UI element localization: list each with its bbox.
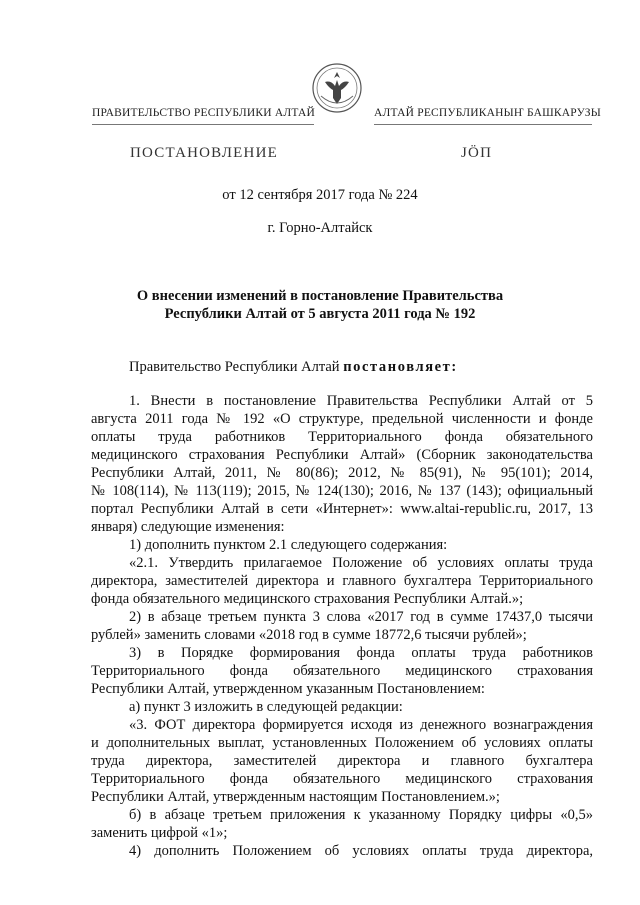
body-line: января) следующие изменения: xyxy=(91,519,285,535)
body-line: 1. Внести в постановление Правительства Республики Алтай от 5 xyxy=(129,393,593,409)
document-title-line-1: О внесении изменений в постановление Правительства xyxy=(136,288,504,304)
body-line: Республики Алтай, 2011, № 80(86); 2012, № 85(91), № 95(101); 2014, xyxy=(91,465,593,481)
intro-action: постановляет: xyxy=(343,359,458,375)
header-divider-left xyxy=(92,124,314,125)
intro-paragraph xyxy=(129,359,458,376)
body-line: труда директора, заместителей директора и главного бухгалтера xyxy=(91,753,593,769)
body-line: 3) в Порядке формирования фонда оплаты труда работников xyxy=(129,645,593,661)
document-date-number: от 12 сентября 2017 года № 224 xyxy=(222,187,418,203)
body-line: фонда обязательного медицинского страхования Республики Алтай.»; xyxy=(91,591,524,607)
header-divider-right xyxy=(374,124,592,125)
body-line: Территориального фонда обязательного медицинского страхования xyxy=(91,663,593,679)
body-line: 4) дополнить Положением об условиях оплаты труда директора, xyxy=(129,843,593,859)
body-line: 1) дополнить пунктом 2.1 следующего содержания: xyxy=(129,537,448,553)
body-line: рублей» заменить словами «2018 год в сумме 18772,6 тысячи рублей»; xyxy=(91,627,527,643)
coat-of-arms-icon xyxy=(311,60,363,116)
body-line: заменить цифрой «1»; xyxy=(91,825,228,841)
body-line: № 108(114), № 113(119); 2015, № 124(130); 2016, № 137 (143); официальный xyxy=(91,483,593,499)
body-line: Республики Алтай, утвержденным настоящим Постановлением.»; xyxy=(91,789,500,805)
body-line: «2.1. Утвердить прилагаемое Положение об условиях оплаты труда xyxy=(129,555,593,571)
body-line: «3. ФОТ директора формируется исходя из денежного вознаграждения xyxy=(129,717,593,733)
body-line: директора, заместителей директора и главного бухгалтера Территориального xyxy=(91,573,593,589)
document-type-altai: JÖП xyxy=(461,145,493,161)
document-title-line-2: Республики Алтай от 5 августа 2011 года № 192 xyxy=(164,306,476,322)
intro-prefix: Правительство Республики Алтай xyxy=(129,359,344,375)
body-line: 2) в абзаце третьем пункта 3 слова «2017 год в сумме 17437,0 тысячи xyxy=(129,609,593,625)
body-line: Территориального фонда обязательного медицинского страхования xyxy=(91,771,593,787)
document-type-russian: ПОСТАНОВЛЕНИЕ xyxy=(130,145,278,161)
body-line: оплаты труда работников Территориального фонда обязательного xyxy=(91,429,593,445)
government-name-russian: ПРАВИТЕЛЬСТВО РЕСПУБЛИКИ АЛТАЙ xyxy=(92,107,316,119)
body-line: а) пункт 3 изложить в следующей редакции: xyxy=(129,699,403,715)
body-line: портал Республики Алтай в сети «Интернет»: www.altai-republic.ru, 2017, 13 xyxy=(91,501,593,517)
body-line: и дополнительных выплат, установленных Положением об условиях оплаты xyxy=(91,735,593,751)
body-line: б) в абзаце третьем приложения к указанному Порядку цифры «0,5» xyxy=(129,807,593,823)
body-line: августа 2011 года № 192 «О структуре, предельной численности и фонде xyxy=(91,411,593,427)
document-city: г. Горно-Алтайск xyxy=(267,220,373,236)
body-line: медицинского страхования Республики Алтай» (Сборник законодательства xyxy=(91,447,593,463)
government-name-altai: АЛТАЙ РЕСПУБЛИКАНЫҤ БАШКАРУЗЫ xyxy=(374,107,601,119)
body-line: Республики Алтай, утвержденном указанным Постановлением: xyxy=(91,681,485,697)
